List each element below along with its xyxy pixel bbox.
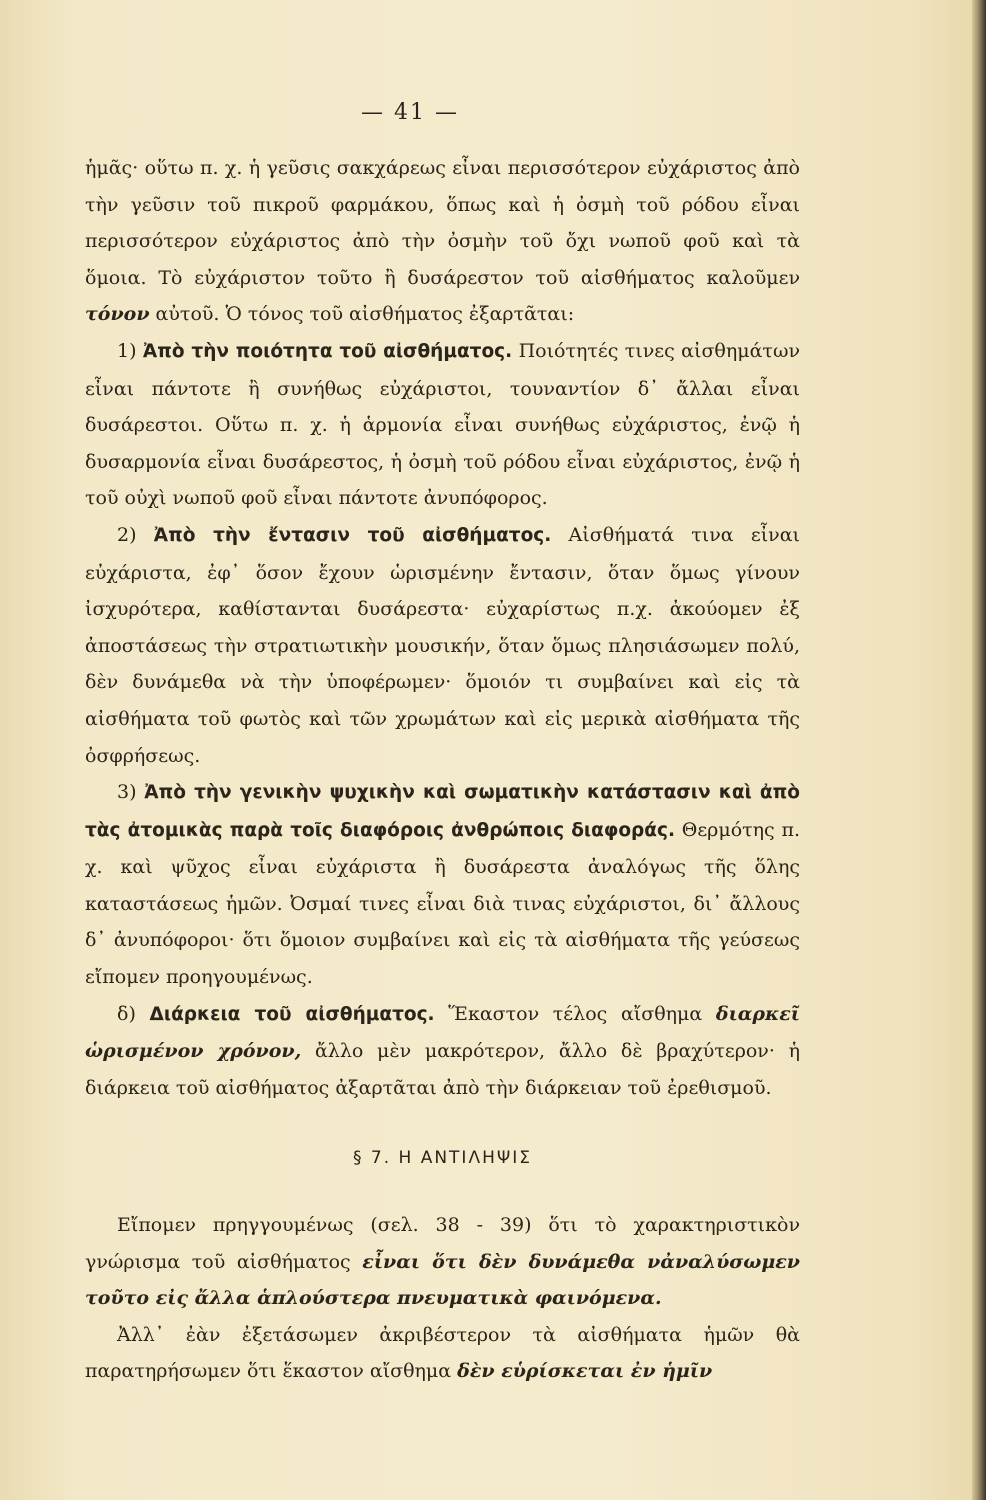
item-heading: Διάρκεια τοῦ αἰσθήματος. (149, 1003, 435, 1025)
paragraph-perception-1 (85, 1207, 800, 1317)
paragraph-emphasis: τόνον (85, 303, 150, 326)
item-text: Ποιότητές τινες αἰσθημάτων εἶναι πάντοτε ἢ συνήθως εὐχάριστοι, τουναντίον δ᾿ ἄλλαι εἶναι δυσάρεστοι. Οὕτω π. χ. ἡ ἁρμονία εἶναι συνήθως εὐχάριστος, ἐνῷ ἡ δυσαρμονία εἶναι δυσάρεστος, ἡ ὀσμὴ τοῦ ρόδου εἶναι εὐχάριστος, ἐνῷ ἡ τοῦ οὐχὶ νωποῦ φοῦ εἶναι πάντοτε ἀνυπόφορος. (85, 339, 800, 510)
paragraph-text: Ἀλλ᾿ ἐὰν ἐξετάσωμεν ἀκριβέστερον τὰ αἰσθήματα ἡμῶν θὰ παρατηρήσωμεν ὅτι ἕκαστον αἴσθημα (85, 1323, 800, 1383)
paragraph-text: ἡμᾶς· οὕτω π. χ. ἡ γεῦσις σακχάρεως εἶναι περισσότερον εὐχάριστος ἀπὸ τὴν γεῦσιν τοῦ πικροῦ φαρμάκου, ὅπως καὶ ἡ ὀσμὴ τοῦ ρόδου εἶναι περισσότερον εὐχάριστος ἀπὸ τὴν ὀσμὴν τοῦ ὄχι νωποῦ φοῦ καὶ τὰ ὅμοια. Τὸ εὐχάριστον τοῦτο ἢ δυσάρεστον τοῦ αἰσθήματος καλοῦμεν (85, 157, 800, 289)
item-heading: Ἀπὸ τὴν ποιότητα τοῦ αἰσθήματος. (142, 340, 513, 362)
paragraph-emphasis: εἶναι ὅτι δὲν δυνάμεθα νἀναλύσωμεν τοῦτο εἰς ἄλλα ἁπλούστερα πνευματικὰ φαινόμενα. (85, 1250, 800, 1310)
item-heading: Ἀπὸ τὴν ἔντασιν τοῦ αἰσθήματος. (153, 524, 552, 546)
paragraph-perception-2 (85, 1317, 800, 1390)
paragraph-text: αὐτοῦ. Ὁ τόνος τοῦ αἰσθήματος ἐξαρτᾶται: (155, 303, 575, 326)
item-text: Αἰσθήματά τινα εἶναι εὐχάριστα, ἐφ᾿ ὅσον ἔχουν ὡρισμένην ἔντασιν, ὅταν ὅμως γίνουν ἰσχυρότερα, καθίστανται δυσάρεστα· εὐχαρίστως π.χ. ἀκούομεν ἐξ ἀποστάσεως τὴν στρατιωτικὴν μουσικήν, ὅταν ὅμως πλησιάσωμεν πολύ, δὲν δυνάμεθα νὰ τὴν ὑποφέρωμεν· ὅμοιόν τι συμβαίνει καὶ εἰς τὰ αἰσθήματα τοῦ φωτὸς καὶ τῶν χρωμάτων καὶ εἰς μερικὰ αἰσθήματα τῆς ὀσφρήσεως. (85, 523, 800, 767)
item-text: Θερμότης π. χ. καὶ ψῦχος εἶναι εὐχάριστα ἢ δυσάρεστα ἀναλόγως τῆς ὅλης καταστάσεως ἡμῶν. Ὀσμαί τινες εἶναι διὰ τινας εὐχάριστοι, δι᾿ ἄλλους δ᾿ ἀνυπόφοροι· ὅτι ὅμοιον συμβαίνει καὶ εἰς τὰ αἰσθήματα τῆς γεύσεως εἴπομεν προηγουμένως. (85, 818, 800, 989)
page-edge-shadow (972, 0, 986, 1500)
paragraph-tone-intro (85, 150, 800, 333)
section-heading: § 7. Η ΑΝΤΙΛΗΨΙΣ (352, 1148, 532, 1169)
item-number: δ) (117, 1002, 136, 1025)
paragraph-text: Εἴπομεν πρηγγουμένως (σελ. 38 - 39) ὅτι τὸ χαρακτηριστικὸν γνώρισμα τοῦ αἰσθήματος (85, 1214, 800, 1273)
item-emphasis: διαρκεῖ ὡρισμένον χρόνον, (85, 1002, 800, 1063)
page-body (85, 150, 800, 1390)
paragraph-emphasis: δὲν εὑρίσκεται ἐν ἡμῖν (457, 1360, 713, 1383)
page-number: — 41 — (361, 100, 459, 125)
list-item-state (85, 774, 800, 996)
item-number: 2) (117, 523, 137, 546)
item-heading: Ἀπὸ τὴν γενικὴν ψυχικὴν καὶ σωματικὴν κατάστασιν καὶ ἀπὸ τὰς ἀτομικὰς παρὰ τοῖς διαφόροις ἀνθρώποις διαφοράς. (85, 782, 800, 841)
item-number: 3) (117, 781, 137, 804)
list-item-quality (85, 333, 800, 517)
item-text: Ἕκαστον τέλος αἴσθημα (448, 1002, 703, 1025)
item-number: 1) (117, 339, 137, 362)
list-item-duration (85, 996, 800, 1107)
item-text: ἄλλο μὲν μακρότερον, ἄλλο δὲ βραχύτερον· ἡ διάρκεια τοῦ αἰσθήματος ἀξαρτᾶται ἀπὸ τὴν διάρκειαν τοῦ ἐρεθισμοῦ. (85, 1040, 801, 1099)
list-item-intensity (85, 517, 800, 774)
